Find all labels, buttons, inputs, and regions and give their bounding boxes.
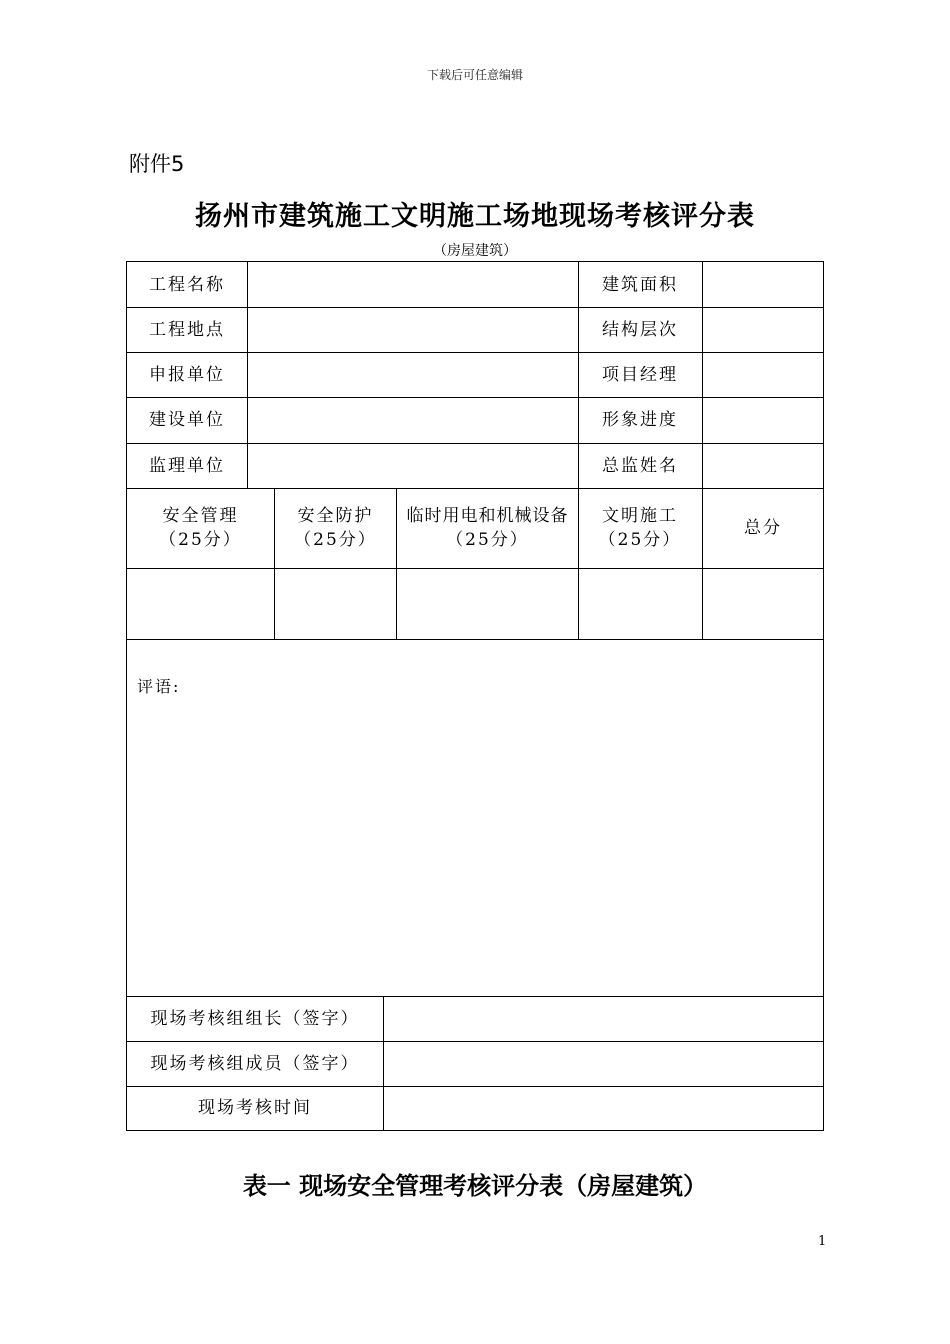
civilized-construction-score[interactable]: [578, 569, 702, 639]
supervisor-unit-label: 监理单位: [149, 455, 225, 476]
chief-supervisor-field[interactable]: [703, 443, 823, 488]
comment-label: 评语:: [137, 677, 181, 696]
project-manager-field[interactable]: [703, 352, 823, 397]
supervisor-unit-field[interactable]: [248, 443, 578, 488]
safety-management-label: 安全管理: [162, 506, 239, 526]
safety-protection-score[interactable]: [275, 569, 396, 639]
points-label: （25分）: [159, 530, 242, 550]
project-location-label: 工程地点: [149, 319, 225, 340]
total-score[interactable]: [703, 569, 823, 639]
assessment-time-label: 现场考核时间: [198, 1098, 312, 1118]
building-area-label: 建筑面积: [602, 274, 678, 295]
safety-protection-header: [275, 488, 396, 568]
temp-power-header: [397, 488, 578, 568]
evaluation-form: [126, 261, 824, 1131]
developer-field[interactable]: [248, 397, 578, 443]
safety-management-score[interactable]: [127, 569, 274, 639]
header-note: 下载后可任意编辑: [426, 68, 523, 82]
comment-field[interactable]: [127, 640, 823, 996]
points-label: （25分）: [598, 530, 682, 550]
page-subtitle: （房屋建筑）: [433, 243, 517, 259]
building-area-field[interactable]: [703, 262, 823, 307]
progress-label: 形象进度: [602, 410, 678, 430]
page-title: 扬州市建筑施工文明施工场地现场考核评分表: [195, 201, 755, 232]
structure-floors-field[interactable]: [703, 307, 823, 352]
section-title: 表一 现场安全管理考核评分表（房屋建筑）: [242, 1171, 708, 1200]
applicant-label: 申报单位: [149, 364, 225, 385]
team-members-label: 现场考核组成员（签字）: [150, 1053, 360, 1074]
page-number: 1: [818, 1234, 827, 1249]
temp-power-score[interactable]: [397, 569, 578, 639]
points-label: （25分）: [446, 530, 529, 550]
chief-supervisor-label: 总监姓名: [602, 455, 678, 476]
project-name-field[interactable]: [248, 262, 578, 307]
project-location-field[interactable]: [248, 307, 578, 352]
progress-field[interactable]: [703, 397, 823, 443]
applicant-field[interactable]: [248, 352, 578, 397]
team-leader-signature-field[interactable]: [384, 996, 823, 1041]
developer-label: 建设单位: [149, 410, 225, 430]
civilized-construction-label: 文明施工: [602, 506, 678, 526]
safety-management-header: [127, 488, 274, 568]
team-leader-label: 现场考核组组长（签字）: [150, 1008, 360, 1029]
project-name-label: 工程名称: [149, 274, 225, 295]
attachment-label: 附件5: [129, 152, 185, 176]
points-label: （25分）: [294, 530, 377, 550]
structure-floors-label: 结构层次: [602, 319, 678, 340]
project-manager-label: 项目经理: [602, 364, 678, 385]
total-score-label: 总分: [744, 518, 782, 538]
assessment-time-field[interactable]: [384, 1086, 823, 1130]
civilized-construction-header: [578, 488, 702, 568]
safety-protection-label: 安全防护: [297, 506, 374, 526]
team-members-signature-field[interactable]: [384, 1041, 823, 1086]
temp-power-label: 临时用电和机械设备: [406, 506, 569, 526]
